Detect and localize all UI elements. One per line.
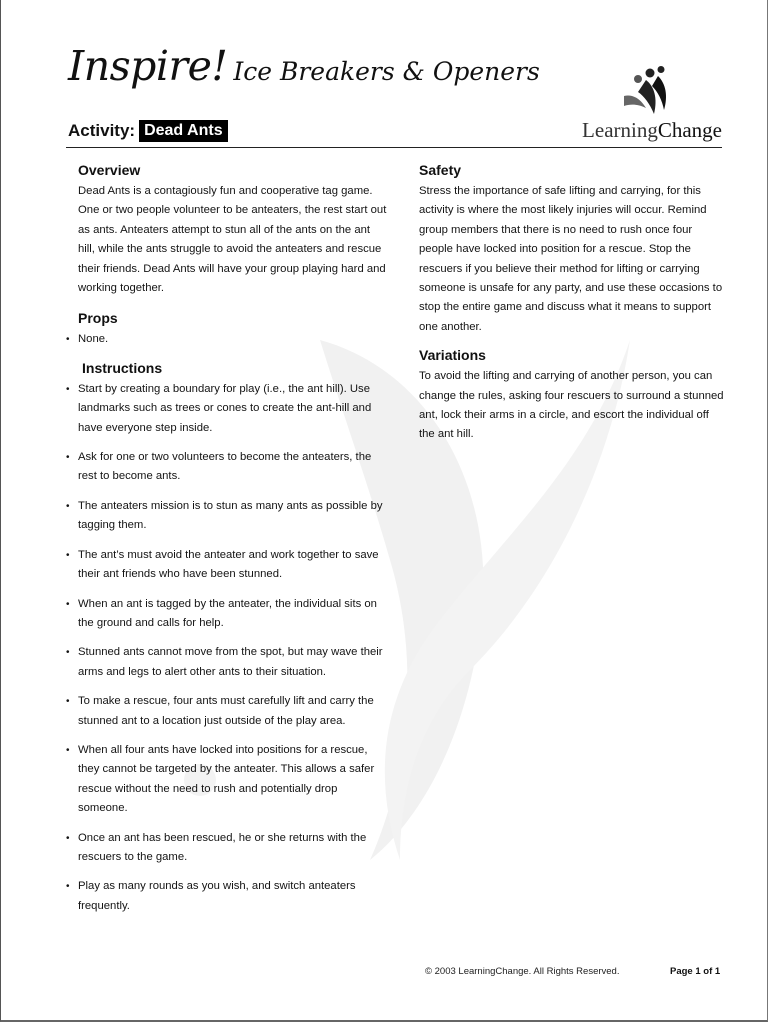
list-item: • The anteaters mission is to stun as many ants as possible by tagging them.: [78, 497, 390, 536]
title-subtitle: Ice Breakers & Openers: [233, 57, 540, 86]
footer-copyright: © 2003 LearningChange. All Rights Reserved.: [425, 966, 620, 977]
list-item: • Once an ant has been rescued, he or she returns with the rescuers to the game.: [78, 829, 390, 868]
safety-heading: Safety: [419, 162, 462, 178]
logo-text-change: Change: [657, 118, 722, 142]
overview-body: Dead Ants is a contagiously fun and cooperative tag game. One or two people volunteer to be anteaters, the rest start out as ants. Anteaters attempt to stun all of the ants on the ant hill, while the ants struggle to avoid the anteaters and rescue their friends. Dead Ants will have your group playing hard and working together.: [78, 185, 387, 295]
variations-body: To avoid the lifting and carrying of another person, you can change the rules, asking four rescuers to surround a stunned ant, lock their arms in a circle, and escort the individual off the ant hill.: [419, 370, 724, 441]
logo-text-learning: Learning: [582, 118, 658, 142]
overview-section: [78, 158, 390, 298]
footer-page-number: Page 1 of 1: [670, 966, 721, 977]
list-item: • Stunned ants cannot move from the spot, but may wave their arms and legs to alert other ants to their situation.: [78, 643, 390, 682]
list-item: • Start by creating a boundary for play (i.e., the ant hill). Use landmarks such as trees or cones to create the ant-hill and have everyone step inside.: [78, 380, 390, 438]
learningchange-people-icon: [570, 66, 722, 118]
list-item: • None.: [78, 330, 390, 349]
logo-wordmark: [570, 118, 722, 143]
list-item: • When an ant is tagged by the anteater, the individual sits on the ground and calls for help.: [78, 595, 390, 634]
title-main: Inspire!: [68, 42, 228, 90]
header-rule: [66, 147, 722, 148]
document-title: [68, 42, 540, 90]
overview-heading: Overview: [78, 162, 141, 178]
learningchange-logo: [570, 66, 722, 146]
instructions-list: [78, 380, 390, 916]
props-list: [78, 330, 390, 349]
list-item: • The ant’s must avoid the anteater and work together to save their ant friends who have been stunned.: [78, 546, 390, 585]
safety-section: [419, 158, 725, 337]
activity-row: [68, 120, 228, 142]
variations-section: [419, 343, 725, 445]
right-column: [419, 158, 725, 445]
list-item: • Ask for one or two volunteers to become the anteaters, the rest to become ants.: [78, 448, 390, 487]
props-section: [78, 306, 390, 349]
list-item: • To make a rescue, four ants must carefully lift and carry the stunned ant to a location just outside of the play area.: [78, 692, 390, 731]
props-heading: Props: [78, 310, 118, 327]
safety-body: Stress the importance of safe lifting and carrying, for this activity is where the most likely injuries will occur. Remind group members that there is no need to rush once four people have locked into position for a rescue. Stop the rescuers if you believe their method for lifting or carrying someone is unsafe for any party, and use these occasions to stop the entire game and discuss what it means to support one another.: [419, 185, 723, 333]
activity-name-badge: Dead Ants: [139, 120, 228, 142]
activity-label: Activity:: [68, 121, 136, 140]
instructions-heading: Instructions: [82, 359, 163, 376]
list-item: • Play as many rounds as you wish, and switch anteaters frequently.: [78, 877, 390, 916]
instructions-section: [78, 356, 390, 916]
left-column: [78, 158, 390, 926]
variations-heading: Variations: [419, 347, 486, 364]
list-item: • When all four ants have locked into positions for a rescue, they cannot be targeted by the anteater. This allows a safer rescue without the need to rush and potentially drop someone.: [78, 741, 390, 819]
